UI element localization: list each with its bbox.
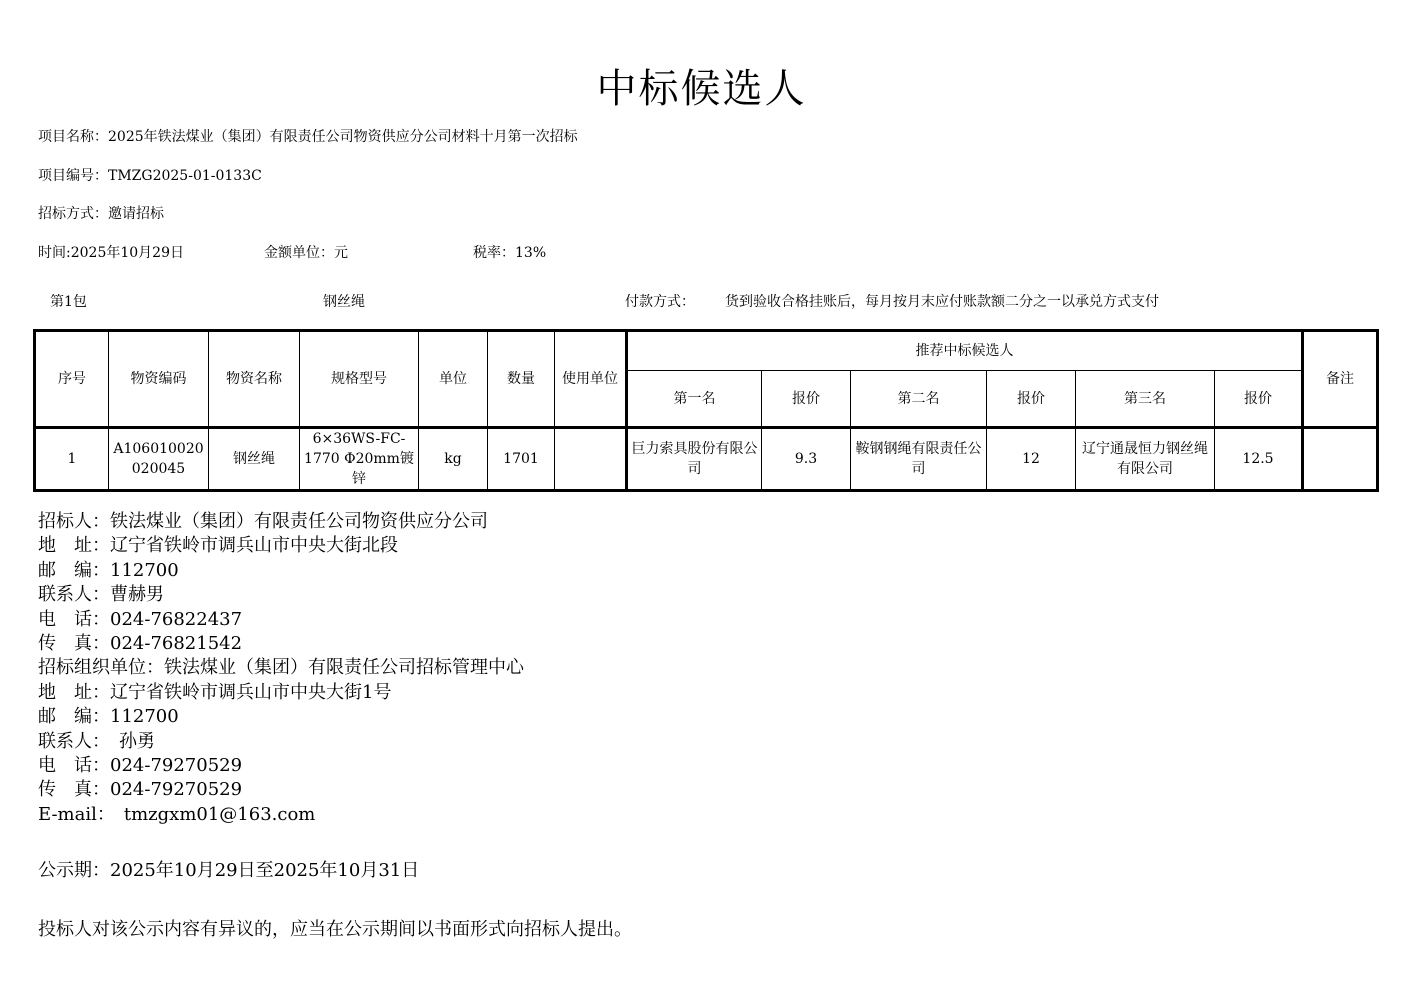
header-price2: 报价 <box>987 371 1076 428</box>
tenderer-address: 地 址：辽宁省铁岭市调兵山市中央大街北段 <box>38 535 398 557</box>
header-recommend: 推荐中标候选人 <box>627 331 1303 371</box>
cell-name: 钢丝绳 <box>209 428 300 491</box>
currency-unit: 金额单位：元 <box>264 245 348 261</box>
cell-spec: 6×36WS-FC-1770 Φ20mm镀锌 <box>300 428 419 491</box>
project-code: 项目编号：TMZG2025-01-0133C <box>38 168 262 184</box>
agency-phone: 电 话：024-79270529 <box>38 755 243 777</box>
cell-second: 鞍钢钢绳有限责任公司 <box>851 428 987 491</box>
tender-method: 招标方式：邀请招标 <box>38 206 164 222</box>
objection-note: 投标人对该公示内容有异议的，应当在公示期间以书面形式向招标人提出。 <box>38 919 632 940</box>
publish-date: 时间:2025年10月29日 <box>38 245 184 261</box>
cell-third: 辽宁通晟恒力钢丝绳有限公司 <box>1076 428 1215 491</box>
package-label: 第1包 <box>50 294 87 310</box>
table-header-row <box>35 331 1378 371</box>
agency-address: 地 址：辽宁省铁岭市调兵山市中央大街1号 <box>38 681 392 703</box>
payment-text: 货到验收合格挂账后，每月按月末应付账款额二分之一以承兑方式支付 <box>725 294 1159 310</box>
cell-index: 1 <box>35 428 109 491</box>
payment-label: 付款方式： <box>625 294 695 310</box>
header-unit: 单位 <box>419 331 488 428</box>
header-spec: 规格型号 <box>300 331 419 428</box>
page-title: 中标候选人 <box>596 66 807 112</box>
cell-first: 巨力索具股份有限公司 <box>627 428 762 491</box>
cell-price1: 9.3 <box>762 428 851 491</box>
cell-code: A106010020020045 <box>109 428 209 491</box>
cell-user <box>555 428 627 491</box>
header-qty: 数量 <box>488 331 555 428</box>
header-name: 物资名称 <box>209 331 300 428</box>
agency-name: 招标组织单位：铁法煤业（集团）有限责任公司招标管理中心 <box>38 657 524 679</box>
agency-fax: 传 真：024-79270529 <box>38 779 243 801</box>
cell-qty: 1701 <box>488 428 555 491</box>
header-third: 第三名 <box>1076 371 1215 428</box>
header-index: 序号 <box>35 331 109 428</box>
header-price3: 报价 <box>1215 371 1303 428</box>
header-code: 物资编码 <box>109 331 209 428</box>
header-first: 第一名 <box>627 371 762 428</box>
header-second: 第二名 <box>851 371 987 428</box>
header-user: 使用单位 <box>555 331 627 428</box>
package-material: 钢丝绳 <box>323 294 365 310</box>
contact-info <box>38 510 524 827</box>
project-name: 项目名称：2025年铁法煤业（集团）有限责任公司物资供应分公司材料十月第一次招标 <box>38 129 578 145</box>
notice-period: 公示期：2025年10月29日至2025年10月31日 <box>38 860 420 881</box>
tenderer-contact: 联系人：曹赫男 <box>38 584 164 606</box>
candidate-table <box>33 329 1379 492</box>
header-price1: 报价 <box>762 371 851 428</box>
cell-unit: kg <box>419 428 488 491</box>
tax-rate: 税率：13% <box>473 245 547 261</box>
table-row <box>35 428 1378 491</box>
tenderer-fax: 传 真：024-76821542 <box>38 633 243 655</box>
agency-email: E-mail： tmzgxm01@163.com <box>38 803 316 825</box>
agency-postcode: 邮 编：112700 <box>38 706 179 728</box>
tenderer-postcode: 邮 编：112700 <box>38 559 179 581</box>
agency-contact: 联系人： 孙勇 <box>38 730 155 752</box>
cell-remark <box>1303 428 1378 491</box>
tenderer-name: 招标人：铁法煤业（集团）有限责任公司物资供应分公司 <box>38 511 488 532</box>
cell-price2: 12 <box>987 428 1076 491</box>
cell-price3: 12.5 <box>1215 428 1303 491</box>
header-remark: 备注 <box>1303 331 1378 428</box>
tenderer-phone: 电 话：024-76822437 <box>38 608 243 630</box>
